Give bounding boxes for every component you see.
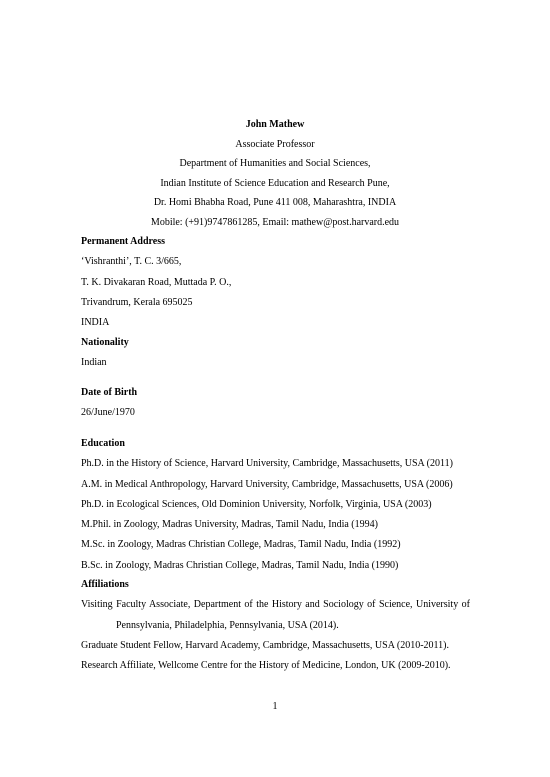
person-name: John Mathew — [245, 119, 305, 130]
affiliation-line: Visiting Faculty Associate, Department of the History and Sociology of Science, University of — [81, 599, 470, 611]
page-number: 1 — [272, 701, 278, 712]
nationality-value: Indian — [81, 357, 107, 369]
date-of-birth-value: 26/June/1970 — [81, 407, 135, 419]
section-heading: Affiliations — [81, 579, 129, 590]
education-item: M.Sc. in Zoology, Madras Christian College, Madras, Tamil Nadu, India (1992) — [81, 539, 401, 551]
address-line: T. K. Divakaran Road, Muttada P. O., — [81, 276, 232, 288]
section-heading: Education — [81, 438, 125, 449]
section-heading: Date of Birth — [81, 387, 138, 398]
education-section — [81, 434, 481, 576]
affiliations-section — [81, 575, 470, 676]
affiliation-item — [81, 595, 470, 636]
cv-header — [0, 115, 550, 232]
contact-line: Mobile: (+91)9747861285, Email: mathew@post.harvard.edu — [150, 216, 400, 228]
permanent-address-section — [81, 232, 481, 333]
education-item: A.M. in Medical Anthropology, Harvard University, Cambridge, Massachusetts, USA (2006) — [81, 478, 453, 490]
affiliation-line: Pennsylvania, Philadelphia, Pennsylvania, USA (2014). — [116, 619, 339, 631]
affiliation-item: Research Affiliate, Wellcome Centre for the History of Medicine, London, UK (2009-2010). — [81, 660, 451, 672]
education-item: Ph.D. in the History of Science, Harvard University, Cambridge, Massachusetts, USA (2011) — [81, 458, 453, 470]
date-of-birth-section — [81, 383, 481, 424]
education-item: M.Phil. in Zoology, Madras University, Madras, Tamil Nadu, India (1994) — [81, 519, 378, 531]
person-title: Associate Professor — [235, 138, 315, 150]
address-line: ‘Vishranthi’, T. C. 3/665, — [81, 256, 182, 268]
address-line: INDIA — [81, 317, 110, 329]
office-address: Dr. Homi Bhabha Road, Pune 411 008, Maharashtra, INDIA — [153, 197, 397, 208]
department: Department of Humanities and Social Sciences, — [179, 158, 371, 169]
section-heading: Nationality — [81, 337, 129, 348]
nationality-section — [81, 333, 481, 374]
institute: Indian Institute of Science Education and Research Pune, — [160, 177, 390, 189]
education-item: B.Sc. in Zoology, Madras Christian College, Madras, Tamil Nadu, India (1990) — [81, 559, 399, 571]
address-line: Trivandrum, Kerala 695025 — [81, 296, 193, 308]
education-item: Ph.D. in Ecological Sciences, Old Dominion University, Norfolk, Virginia, USA (2003) — [81, 498, 432, 510]
affiliation-item: Graduate Student Fellow, Harvard Academy, Cambridge, Massachusetts, USA (2010-2011). — [81, 639, 449, 651]
section-heading: Permanent Address — [81, 236, 165, 247]
